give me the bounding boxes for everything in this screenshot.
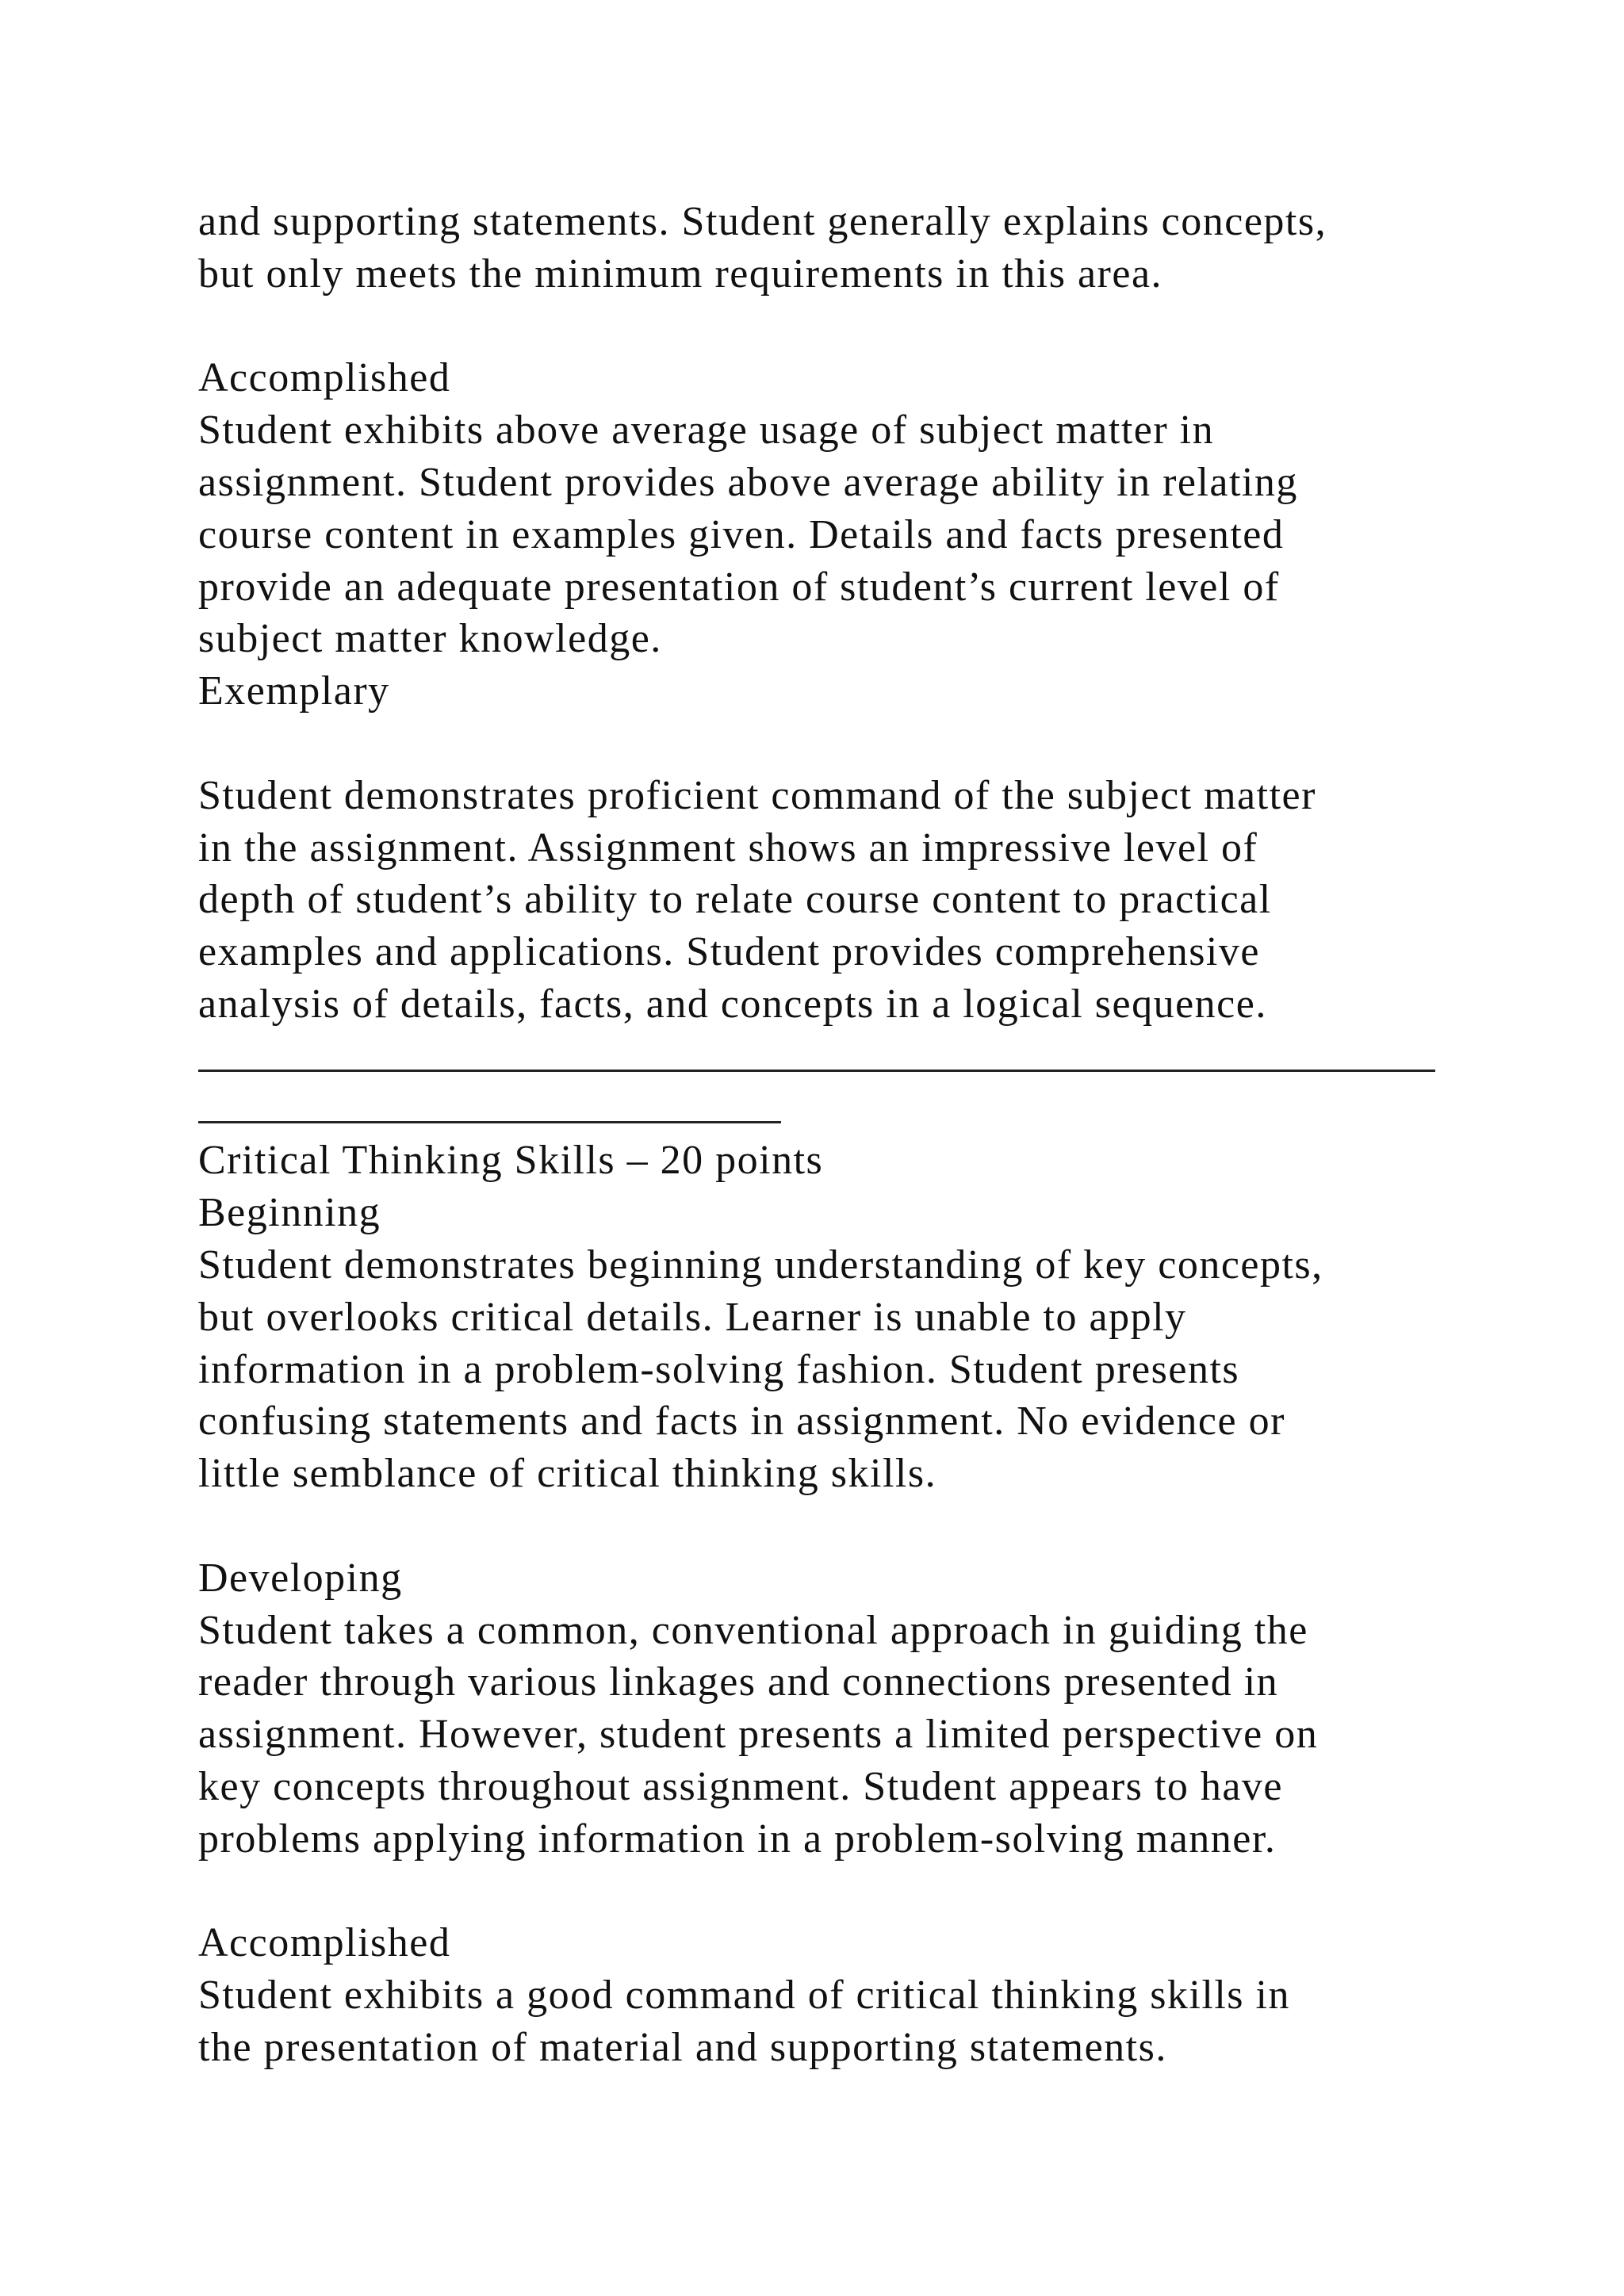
paragraph-line: examples and applications. Student provides comprehensive (198, 929, 1260, 975)
paragraph-line: provide an adequate presentation of student’s current level of (198, 564, 1280, 610)
paragraph-line: information in a problem-solving fashion. Student presents (198, 1346, 1240, 1392)
paragraph-line: Student demonstrates proficient command of the subject matter (198, 772, 1316, 818)
separator-rule-bar (198, 1121, 781, 1123)
paragraph-line: subject matter knowledge. (198, 616, 662, 662)
blank-line (198, 1500, 1515, 1552)
rating-heading-exemplary: Exemplary (198, 668, 390, 714)
paragraph-line: little semblance of critical thinking skills. (198, 1451, 937, 1497)
paragraph-line: course content in examples given. Details and facts presented (198, 511, 1285, 557)
paragraph-line: analysis of details, facts, and concepts in a logical sequence. (198, 981, 1267, 1027)
paragraph-line: key concepts throughout assignment. Student appears to have (198, 1763, 1283, 1809)
paragraph-line: problems applying information in a problem-solving manner. (198, 1816, 1277, 1862)
paragraph-line: depth of student’s ability to relate course content to practical (198, 877, 1272, 923)
paragraph-line: Student takes a common, conventional approach in guiding the (198, 1607, 1308, 1653)
paragraph-line: but overlooks critical details. Learner is unable to apply (198, 1294, 1187, 1340)
rating-heading-accomplished: Accomplished (198, 355, 451, 401)
paragraph-line: Student demonstrates beginning understanding of key concepts, (198, 1242, 1323, 1288)
paragraph-line: and supporting statements. Student generally explains concepts, (198, 199, 1327, 244)
separator-rule-continued (198, 1083, 1515, 1135)
paragraph-line: Student exhibits above average usage of subject matter in (198, 408, 1215, 453)
paragraph-line: Student exhibits a good command of critical thinking skills in (198, 1973, 1290, 2019)
paragraph-line: confusing statements and facts in assignment. No evidence or (198, 1399, 1285, 1445)
paragraph-line: reader through various linkages and connections presented in (198, 1659, 1279, 1705)
paragraph-line: assignment. Student provides above average ability in relating (198, 459, 1298, 505)
section-title: Critical Thinking Skills – 20 points (198, 1138, 824, 1184)
blank-line (198, 300, 1515, 353)
rating-heading-beginning: Beginning (198, 1190, 381, 1236)
document-body (198, 196, 1515, 2074)
paragraph-line: but only meets the minimum requirements in this area. (198, 251, 1163, 297)
paragraph-line: in the assignment. Assignment shows an impressive level of (198, 825, 1258, 871)
rating-heading-developing: Developing (198, 1555, 403, 1601)
rating-heading-accomplished: Accomplished (198, 1920, 451, 1966)
blank-line (198, 1866, 1515, 1918)
separator-rule (198, 1031, 1515, 1083)
paragraph-line: assignment. However, student presents a limited perspective on (198, 1712, 1319, 1758)
paragraph-line: the presentation of material and supporting statements. (198, 2024, 1167, 2070)
separator-rule-bar (198, 1070, 1435, 1072)
blank-line (198, 718, 1515, 770)
